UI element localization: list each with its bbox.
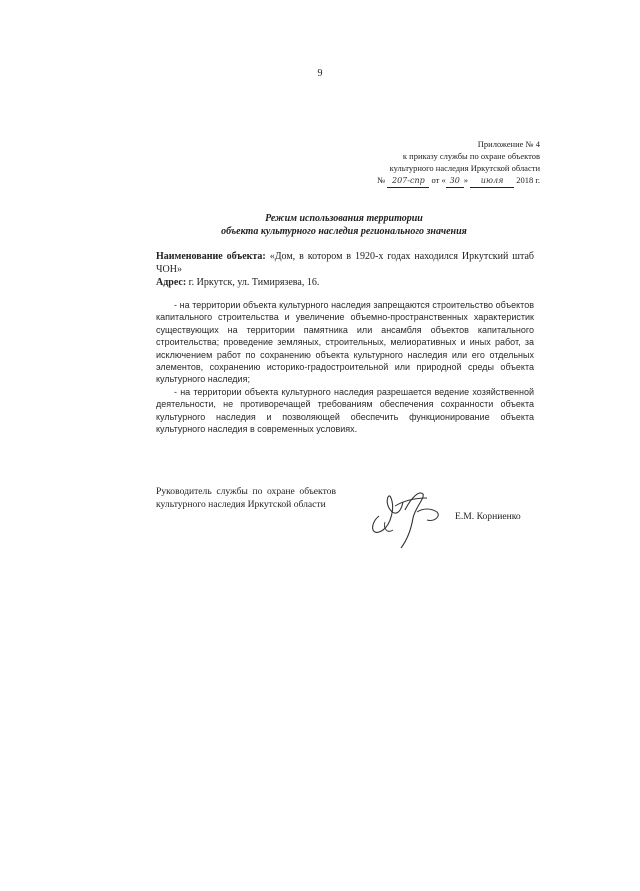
appendix-line: Приложение № 4 — [477, 139, 540, 149]
regime-text — [156, 299, 534, 435]
order-day-handwritten: 30 — [446, 175, 464, 188]
order-month-handwritten: июля — [470, 175, 514, 188]
title-line: объекта культурного наследия регионального значения — [221, 226, 467, 237]
object-address — [156, 276, 534, 289]
appendix-line: к приказу службы по охране объектов — [402, 151, 540, 161]
appendix-line: культурного наследия Иркутской области — [389, 163, 540, 173]
order-number-handwritten: 207-спр — [387, 175, 429, 188]
order-year: 2018 г. — [516, 175, 540, 185]
regime-paragraph: - на территории объекта культурного наследия запрещаются строительство объектов капитального строительства и увеличение объемно-пространственных характеристик существующих на территории памятника или ансамбля объектов капитального строительства; проведение земляных, строительных, мелиоративных и иных работ, за исключением работ по сохранению объекта культурного наследия или его отдельных элементов, сохранению историко-градостроительной или природной среды объекта культурного наследия; — [156, 300, 534, 385]
address-label: Адрес: — [156, 277, 187, 288]
signer-position: Руководитель службы по охране объектов культурного наследия Иркутской области — [156, 486, 336, 510]
order-number-prefix: № — [377, 175, 386, 185]
address-value: г. Иркутск, ул. Тимирязева, 16. — [188, 277, 320, 288]
object-name-label: Наименование объекта: — [156, 251, 266, 262]
order-quote-close: » — [463, 175, 468, 185]
appendix-header — [310, 138, 540, 188]
object-info — [156, 250, 534, 289]
signer-name: Е.М. Корниенко — [455, 511, 521, 522]
title-line: Режим использования территории — [265, 213, 423, 224]
object-name — [156, 250, 534, 276]
document-title — [155, 212, 533, 238]
handwritten-signature — [365, 478, 450, 553]
page-number: 9 — [317, 68, 323, 79]
order-from-label: от « — [431, 175, 446, 185]
regime-paragraph: - на территории объекта культурного наследия разрешается ведение хозяйственной деятельности, не противоречащей требованиям обеспечения сохранности объекта культурного наследия и позволяющей обеспечить функционирование объекта культурного наследия в современных условиях. — [156, 386, 534, 435]
object-name-value: «Дом, в котором в 1920-х годах находился Иркутский штаб ЧОН» — [156, 251, 534, 275]
order-reference — [310, 174, 540, 188]
